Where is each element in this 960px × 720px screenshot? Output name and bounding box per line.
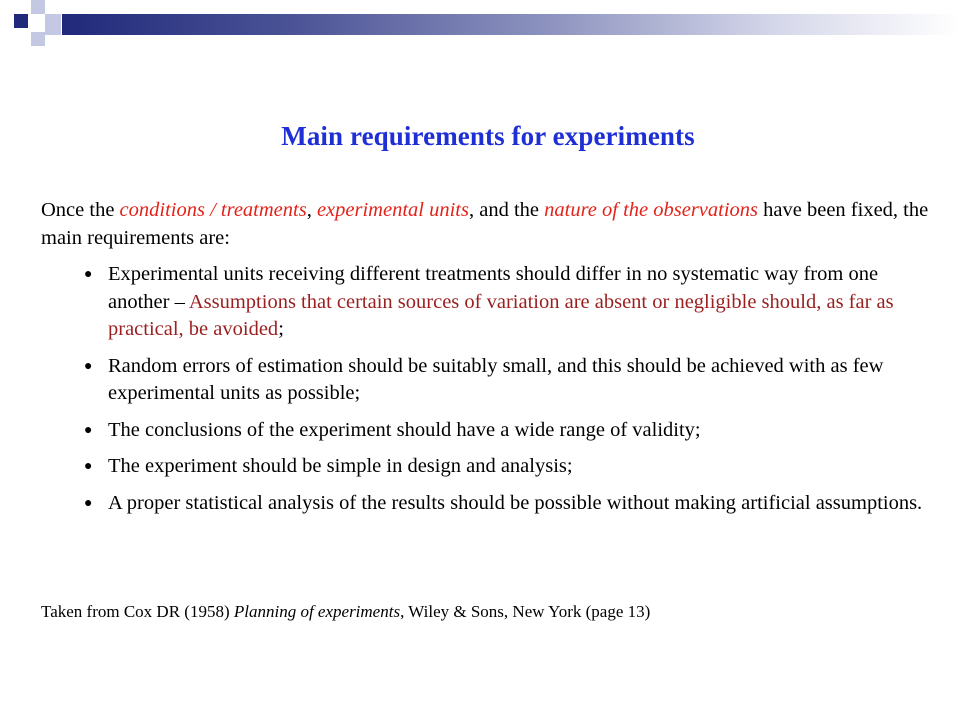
list-item-tail: ; — [278, 318, 284, 340]
intro-text-1: Once the — [41, 199, 120, 221]
header-square-1 — [14, 14, 28, 28]
intro-text-4: have been fixed, the main requirements are: — [41, 199, 929, 249]
intro-paragraph — [41, 196, 941, 252]
citation-prefix: Taken from Cox DR (1958) — [41, 602, 234, 621]
list-item-text: Experimental units receiving different treatments should differ in no systematic way from one another – — [108, 263, 879, 313]
citation-book-title: Planning of experiments — [233, 602, 401, 621]
intro-highlight-observations: nature of the observations — [544, 199, 759, 221]
list-item — [82, 453, 942, 481]
intro-text-3: , and the — [468, 199, 545, 221]
list-item-text: The experiment should be simple in design and analysis; — [108, 455, 573, 477]
list-item-text: Random errors of estimation should be suitably small, and this should be achieved with as few experimental units as possible; — [108, 354, 884, 404]
requirements-list — [82, 261, 942, 526]
intro-text-2: , — [306, 199, 317, 221]
list-item-text: The conclusions of the experiment should have a wide range of validity; — [108, 418, 701, 441]
list-item — [82, 490, 942, 518]
list-item — [82, 417, 942, 445]
intro-highlight-conditions: conditions / treatments — [119, 199, 307, 221]
list-item — [82, 353, 942, 408]
bullet-icon: ● — [84, 422, 93, 438]
list-item-emphasis: Assumptions that certain sources of variation are absent or negligible should, as far as practical, be avoided — [108, 290, 894, 340]
header-gradient-bar — [62, 14, 960, 35]
bullet-icon: ● — [84, 358, 93, 374]
citation-suffix: , Wiley & Sons, New York (page 13) — [400, 602, 651, 621]
list-item-text: A proper statistical analysis of the results should be possible without making artificial assumptions. — [108, 491, 923, 514]
slide-title: Main requirements for experiments — [281, 121, 695, 151]
bullet-icon: ● — [84, 495, 93, 511]
source-citation — [41, 600, 941, 624]
header-square-3 — [45, 14, 61, 35]
header-square-4 — [31, 32, 45, 46]
bullet-icon: ● — [84, 267, 93, 282]
intro-highlight-units: experimental units — [316, 199, 469, 221]
list-item — [82, 261, 942, 344]
header-square-2 — [31, 0, 45, 14]
header-square-5 — [31, 14, 45, 28]
bullet-icon: ● — [84, 459, 93, 474]
